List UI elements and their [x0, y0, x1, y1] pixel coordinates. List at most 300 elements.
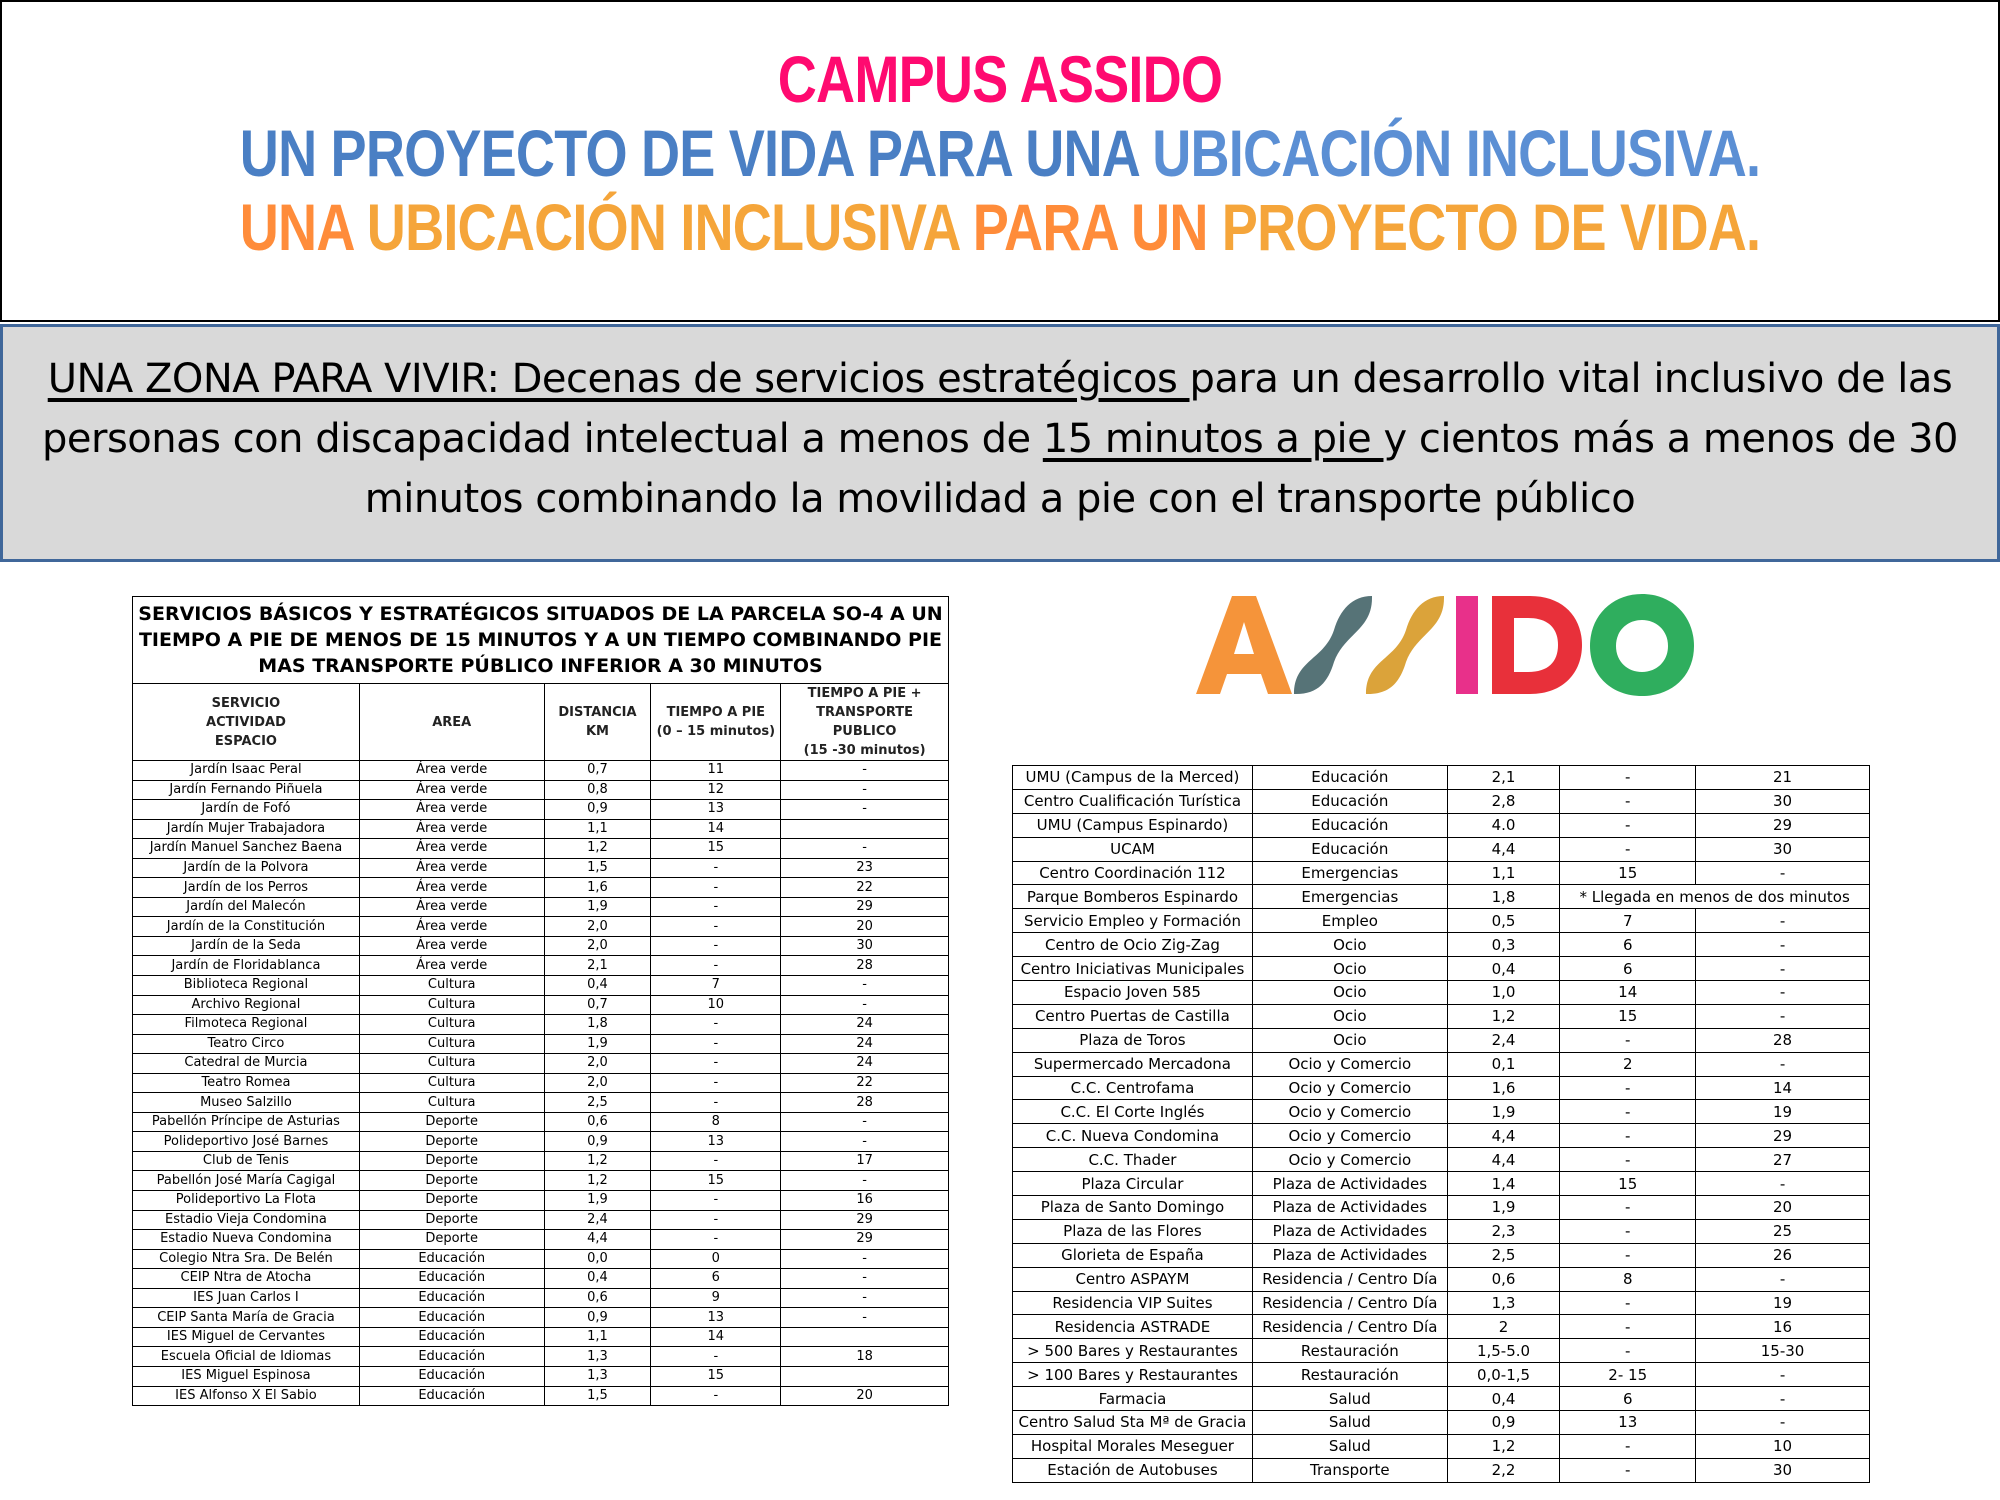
table-cell: Centro de Ocio Zig-Zag: [1013, 933, 1253, 957]
table-cell: -: [1696, 957, 1870, 981]
table-cell: 15: [1560, 861, 1696, 885]
subtitle-line-2: [182, 190, 1819, 264]
table-row: [133, 897, 949, 917]
table-cell: C.C. Centrofama: [1013, 1076, 1253, 1100]
table-cell: -: [1696, 981, 1870, 1005]
table-cell: Plaza de Toros: [1013, 1028, 1253, 1052]
table-row: [1013, 1100, 1870, 1124]
table-row: [133, 1191, 949, 1211]
table-cell: Jardín de la Constitución: [133, 917, 360, 937]
table-cell: Empleo: [1252, 909, 1447, 933]
table-cell: 0,6: [544, 1288, 651, 1308]
table-cell: 6: [1560, 1387, 1696, 1411]
table-cell: Hospital Morales Meseguer: [1013, 1434, 1253, 1458]
table-cell: 28: [1696, 1028, 1870, 1052]
table-cell: -: [1696, 1052, 1870, 1076]
table-cell: Escuela Oficial de Idiomas: [133, 1347, 360, 1367]
table-row: [133, 1366, 949, 1386]
table-cell: 1,1: [544, 1327, 651, 1347]
table-cell: Supermercado Mercadona: [1013, 1052, 1253, 1076]
table-cell: Plaza de Actividades: [1252, 1172, 1447, 1196]
table-cell: Educación: [1252, 837, 1447, 861]
table-cell: -: [651, 1034, 781, 1054]
table-cell: -: [651, 1015, 781, 1035]
table-cell: Ocio y Comercio: [1252, 1148, 1447, 1172]
table-cell: Glorieta de España: [1013, 1243, 1253, 1267]
table-row: [133, 878, 949, 898]
table-cell: 6: [1560, 957, 1696, 981]
table-cell: Residencia / Centro Día: [1252, 1291, 1447, 1315]
logo-letter-d: [1492, 596, 1582, 694]
table-cell: Deporte: [359, 1132, 544, 1152]
table-cell: Educación: [359, 1269, 544, 1289]
table-cell: IES Miguel de Cervantes: [133, 1327, 360, 1347]
table-cell: Residencia / Centro Día: [1252, 1315, 1447, 1339]
table-caption: SERVICIOS BÁSICOS Y ESTRATÉGICOS SITUADOS DE LA PARCELA SO-4 A UN TIEMPO A PIE DE MENOS DE 15 MINUTOS Y A UN TIEMPO COMBINANDO PIE MAS TRANSPORTE PÚBLICO INFERIOR A 30 MINUTOS: [133, 597, 949, 684]
table-cell: -: [781, 780, 949, 800]
statement-band: [0, 324, 2000, 562]
table-cell: Área verde: [359, 780, 544, 800]
table-row: [133, 1073, 949, 1093]
table-cell: Jardín del Malecón: [133, 897, 360, 917]
table-cell: Cultura: [359, 1015, 544, 1035]
table-cell: CEIP Santa María de Gracia: [133, 1308, 360, 1328]
logo-letter-a: [1196, 596, 1292, 694]
table-cell: 1,2: [1447, 1434, 1560, 1458]
table-cell: Deporte: [359, 1151, 544, 1171]
table-cell: -: [1560, 1291, 1696, 1315]
table-row: [1013, 1339, 1870, 1363]
table-cell: Ocio y Comercio: [1252, 1100, 1447, 1124]
table-cell: Cultura: [359, 1093, 544, 1113]
table-cell: -: [781, 800, 949, 820]
table-cell: Ocio: [1252, 1028, 1447, 1052]
table-cell: 14: [651, 1327, 781, 1347]
table-cell: Educación: [1252, 813, 1447, 837]
table-cell: Polideportivo La Flota: [133, 1191, 360, 1211]
table-cell: 9: [651, 1288, 781, 1308]
table-cell: 1,2: [544, 839, 651, 859]
header-area: AREA: [359, 684, 544, 761]
table-cell: -: [781, 761, 949, 781]
table-row: [133, 1151, 949, 1171]
table-cell: -: [1560, 837, 1696, 861]
table-cell: Área verde: [359, 800, 544, 820]
table-cell: 28: [781, 1093, 949, 1113]
table-cell: Área verde: [359, 936, 544, 956]
table-cell: 0,3: [1447, 933, 1560, 957]
logo-letter-o: [1590, 594, 1694, 696]
table-cell: UMU (Campus Espinardo): [1013, 813, 1253, 837]
table-cell: -: [1696, 909, 1870, 933]
table-cell: -: [651, 897, 781, 917]
table-cell: -: [651, 1191, 781, 1211]
table-cell: C.C. Nueva Condomina: [1013, 1124, 1253, 1148]
table-row: [1013, 1267, 1870, 1291]
table-cell: Cultura: [359, 1054, 544, 1074]
table-cell: -: [651, 1386, 781, 1406]
table-cell: Jardín de la Polvora: [133, 858, 360, 878]
table-cell: 0,8: [544, 780, 651, 800]
logo-letter-s2: [1366, 596, 1444, 694]
table-row: [133, 1269, 949, 1289]
table-cell: Centro Coordinación 112: [1013, 861, 1253, 885]
table-cell: Centro Cualificación Turística: [1013, 789, 1253, 813]
table-row: [133, 917, 949, 937]
table-row: [133, 780, 949, 800]
table-cell: Jardín de Floridablanca: [133, 956, 360, 976]
table-cell: [781, 819, 949, 839]
table-cell: -: [781, 1112, 949, 1132]
table-cell: -: [1560, 1219, 1696, 1243]
table-cell: IES Alfonso X El Sabio: [133, 1386, 360, 1406]
table-cell: Ocio: [1252, 981, 1447, 1005]
subtitle-1-part-2: UBICACIÓN INCLUSIVA.: [1152, 116, 1761, 190]
table-cell: Ocio: [1252, 933, 1447, 957]
table-cell: > 500 Bares y Restaurantes: [1013, 1339, 1253, 1363]
table-cell: -: [781, 1288, 949, 1308]
table-cell: Centro Puertas de Castilla: [1013, 1004, 1253, 1028]
table-cell: 15-30: [1696, 1339, 1870, 1363]
table-cell: 0,4: [1447, 1387, 1560, 1411]
table-cell: 24: [781, 1034, 949, 1054]
table-cell: 8: [651, 1112, 781, 1132]
table-row: [1013, 1458, 1870, 1482]
table-cell: 2- 15: [1560, 1363, 1696, 1387]
table-cell: 22: [781, 878, 949, 898]
table-row: [133, 1093, 949, 1113]
table-row: [133, 1386, 949, 1406]
table-cell: 0,6: [1447, 1267, 1560, 1291]
table-cell: -: [1560, 1339, 1696, 1363]
table-cell: 1,6: [1447, 1076, 1560, 1100]
table-cell: 1,9: [544, 1191, 651, 1211]
table-cell: 8: [1560, 1267, 1696, 1291]
table-cell: Centro Iniciativas Municipales: [1013, 957, 1253, 981]
table-cell: 30: [1696, 1458, 1870, 1482]
table-cell: -: [651, 1151, 781, 1171]
header-tiempo-pie: TIEMPO A PIE (0 – 15 minutos): [651, 684, 781, 761]
table-cell: 1,2: [1447, 1004, 1560, 1028]
table-row: [133, 858, 949, 878]
table-cell: -: [651, 936, 781, 956]
table-cell: Colegio Ntra Sra. De Belén: [133, 1249, 360, 1269]
table-cell: -: [781, 1132, 949, 1152]
statement-plain-2: y cientos más a menos de 30 minutos combinando la movilidad a pie con el transporte público: [364, 416, 1958, 522]
table-cell: 26: [1696, 1243, 1870, 1267]
table-cell: -: [1696, 1411, 1870, 1435]
table-cell: 1,8: [544, 1015, 651, 1035]
table-cell: 2,5: [544, 1093, 651, 1113]
table-cell: [781, 1327, 949, 1347]
table-cell: 15: [1560, 1172, 1696, 1196]
table-cell: 15: [651, 1366, 781, 1386]
table-cell: Cultura: [359, 1073, 544, 1093]
table-cell: Ocio: [1252, 957, 1447, 981]
title-box: [0, 0, 2000, 322]
table-row: [133, 1230, 949, 1250]
table-cell: Restauración: [1252, 1339, 1447, 1363]
table-cell: Área verde: [359, 819, 544, 839]
table-cell: -: [1560, 1028, 1696, 1052]
table-cell: Cultura: [359, 1034, 544, 1054]
table-cell: Centro Salud Sta Mª de Gracia: [1013, 1411, 1253, 1435]
table-row: [133, 995, 949, 1015]
table-row: [1013, 1387, 1870, 1411]
table-cell: -: [1560, 766, 1696, 790]
table-row: [133, 1288, 949, 1308]
subtitle-2-part-1: UNA: [239, 190, 367, 264]
table-cell: Estación de Autobuses: [1013, 1458, 1253, 1482]
table-cell: 2,1: [1447, 766, 1560, 790]
table-cell: Biblioteca Regional: [133, 976, 360, 996]
table-cell: Jardín de la Seda: [133, 936, 360, 956]
table-row: [133, 1054, 949, 1074]
table-cell: -: [1560, 1124, 1696, 1148]
table-row: [1013, 766, 1870, 790]
table-row: [1013, 1243, 1870, 1267]
table-cell: -: [1560, 1100, 1696, 1124]
table-cell: Parque Bomberos Espinardo: [1013, 885, 1253, 909]
table-cell: 1,5-5.0: [1447, 1339, 1560, 1363]
table-cell: -: [781, 1171, 949, 1191]
table-cell: Educación: [359, 1386, 544, 1406]
table-cell: 29: [781, 897, 949, 917]
table-row: [1013, 1124, 1870, 1148]
table-row: [1013, 813, 1870, 837]
table-row: [133, 839, 949, 859]
table-cell: Polideportivo José Barnes: [133, 1132, 360, 1152]
table-cell: 25: [1696, 1219, 1870, 1243]
table-cell: C.C. El Corte Inglés: [1013, 1100, 1253, 1124]
table-row: [133, 800, 949, 820]
table-cell: -: [1560, 813, 1696, 837]
table-cell: Pabellón Príncipe de Asturias: [133, 1112, 360, 1132]
table-row: [133, 1171, 949, 1191]
table-cell: Ocio y Comercio: [1252, 1052, 1447, 1076]
table-cell: -: [781, 995, 949, 1015]
table-cell: 1,5: [544, 858, 651, 878]
table-cell: IES Miguel Espinosa: [133, 1366, 360, 1386]
table-cell: 1,2: [544, 1171, 651, 1191]
table-cell: Estadio Vieja Condomina: [133, 1210, 360, 1230]
table-row: [133, 761, 949, 781]
table-cell: 13: [651, 800, 781, 820]
table-cell: -: [651, 917, 781, 937]
table-cell: Área verde: [359, 897, 544, 917]
table-row: [1013, 1076, 1870, 1100]
table-cell: -: [651, 956, 781, 976]
table-cell: 24: [781, 1054, 949, 1074]
table-cell: 4,4: [1447, 837, 1560, 861]
table-row: [1013, 1315, 1870, 1339]
table-cell: Área verde: [359, 858, 544, 878]
table-cell: -: [651, 1093, 781, 1113]
table-cell: Educación: [1252, 766, 1447, 790]
table-cell: 1,9: [1447, 1100, 1560, 1124]
table-cell: 1,3: [544, 1347, 651, 1367]
table-cell: 2,0: [544, 1054, 651, 1074]
table-cell: Residencia VIP Suites: [1013, 1291, 1253, 1315]
table-cell: 30: [1696, 837, 1870, 861]
table-cell: -: [781, 976, 949, 996]
table-cell: Estadio Nueva Condomina: [133, 1230, 360, 1250]
table-row: [133, 1327, 949, 1347]
table-row: [1013, 1411, 1870, 1435]
table-cell: Cultura: [359, 995, 544, 1015]
table-cell: 21: [1696, 766, 1870, 790]
table-cell: 6: [651, 1269, 781, 1289]
table-cell: -: [1560, 789, 1696, 813]
table-row: [1013, 933, 1870, 957]
services-table-right: [1012, 765, 1870, 1483]
table-cell: 2,1: [544, 956, 651, 976]
table-cell: Residencia / Centro Día: [1252, 1267, 1447, 1291]
table-cell: UCAM: [1013, 837, 1253, 861]
table-row: [1013, 1052, 1870, 1076]
table-row: [1013, 957, 1870, 981]
table-cell: Área verde: [359, 761, 544, 781]
table-row: [1013, 837, 1870, 861]
table-cell: 1,1: [1447, 861, 1560, 885]
table-cell: Educación: [1252, 789, 1447, 813]
table-cell: Jardín Isaac Peral: [133, 761, 360, 781]
subtitle-2-part-4: PROYECTO DE VIDA.: [1221, 190, 1761, 264]
table-cell: 2,4: [544, 1210, 651, 1230]
table-cell: Jardín Fernando Piñuela: [133, 780, 360, 800]
table-row: [1013, 1028, 1870, 1052]
table-row: [1013, 1196, 1870, 1220]
table-row: [1013, 1148, 1870, 1172]
table-row: [1013, 1172, 1870, 1196]
table-cell: 2,2: [1447, 1458, 1560, 1482]
table-row: [133, 1132, 949, 1152]
table-cell: 0,9: [544, 1308, 651, 1328]
table-cell: -: [651, 1347, 781, 1367]
table-row: [1013, 1363, 1870, 1387]
table-cell: 10: [1696, 1434, 1870, 1458]
table-cell: Plaza de Santo Domingo: [1013, 1196, 1253, 1220]
services-table-left: [132, 596, 949, 1406]
table-cell: 2: [1560, 1052, 1696, 1076]
table-cell: 19: [1696, 1100, 1870, 1124]
table-cell: 2,3: [1447, 1219, 1560, 1243]
table-row: [133, 1034, 949, 1054]
table-cell: Salud: [1252, 1411, 1447, 1435]
table-cell: 15: [1560, 1004, 1696, 1028]
table-cell: 1,5: [544, 1386, 651, 1406]
table-row: [133, 1308, 949, 1328]
table-cell: 0,5: [1447, 909, 1560, 933]
table-cell: 29: [781, 1210, 949, 1230]
table-cell: 13: [651, 1308, 781, 1328]
table-cell: 0,9: [544, 1132, 651, 1152]
table-cell: 1,3: [1447, 1291, 1560, 1315]
logo-letter-i: [1456, 596, 1478, 694]
subtitle-line-1: [182, 116, 1819, 190]
table-cell: -: [1696, 1267, 1870, 1291]
table-cell: 0,9: [544, 800, 651, 820]
table-cell: 2,4: [1447, 1028, 1560, 1052]
table-row: [133, 1112, 949, 1132]
table-row: [133, 1249, 949, 1269]
table-cell: 11: [651, 761, 781, 781]
table-cell: 24: [781, 1015, 949, 1035]
table-cell: 4,4: [1447, 1124, 1560, 1148]
table-cell: Centro ASPAYM: [1013, 1267, 1253, 1291]
table-cell: -: [781, 1308, 949, 1328]
table-cell: 0,7: [544, 995, 651, 1015]
table-cell: 0,4: [1447, 957, 1560, 981]
table-cell: Jardín Mujer Trabajadora: [133, 819, 360, 839]
table-cell: Plaza de Actividades: [1252, 1196, 1447, 1220]
table-cell: 20: [1696, 1196, 1870, 1220]
table-cell: 0,4: [544, 1269, 651, 1289]
table-cell: Cultura: [359, 976, 544, 996]
table-cell: Transporte: [1252, 1458, 1447, 1482]
table-cell: 0,0-1,5: [1447, 1363, 1560, 1387]
table-cell: Salud: [1252, 1387, 1447, 1411]
table-cell: -: [781, 1269, 949, 1289]
statement-underlined-1: UNA ZONA PARA VIVIR: Decenas de servicios estratégicos: [47, 356, 1190, 402]
table-cell: Espacio Joven 585: [1013, 981, 1253, 1005]
table-cell: Salud: [1252, 1434, 1447, 1458]
statement-text: [33, 349, 1967, 529]
table-cell: Deporte: [359, 1191, 544, 1211]
table-cell: Ocio: [1252, 1004, 1447, 1028]
table-cell: Emergencias: [1252, 885, 1447, 909]
table-row: [1013, 909, 1870, 933]
table-cell: Deporte: [359, 1112, 544, 1132]
table-cell: UMU (Campus de la Merced): [1013, 766, 1253, 790]
table-cell: -: [651, 1054, 781, 1074]
table-cell: 27: [1696, 1148, 1870, 1172]
table-cell: 4.0: [1447, 813, 1560, 837]
table-cell: 0: [651, 1249, 781, 1269]
table-cell: 15: [651, 1171, 781, 1191]
table-cell: 7: [651, 976, 781, 996]
statement-underlined-2: 15 minutos a pie: [1042, 416, 1384, 462]
table-cell: Farmacia: [1013, 1387, 1253, 1411]
table-cell: 1,3: [544, 1366, 651, 1386]
table-cell: C.C. Thader: [1013, 1148, 1253, 1172]
table-cell: Deporte: [359, 1210, 544, 1230]
table-row: [1013, 789, 1870, 813]
table-cell: -: [1560, 1196, 1696, 1220]
table-cell: 15: [651, 839, 781, 859]
table-cell: 1,0: [1447, 981, 1560, 1005]
table-cell: 1,9: [544, 1034, 651, 1054]
table-cell: -: [651, 1230, 781, 1250]
table-row: [133, 1210, 949, 1230]
table-cell: Educación: [359, 1366, 544, 1386]
table-cell: 1,8: [1447, 885, 1560, 909]
table-row: [1013, 1219, 1870, 1243]
table-cell: 1,1: [544, 819, 651, 839]
table-cell: Educación: [359, 1308, 544, 1328]
table-cell: 20: [781, 1386, 949, 1406]
table-row: [1013, 1434, 1870, 1458]
logo-letter-s1: [1294, 596, 1372, 694]
table-cell: 4,4: [544, 1230, 651, 1250]
table-cell: 1,2: [544, 1151, 651, 1171]
table-cell: 14: [651, 819, 781, 839]
table-cell: -: [781, 839, 949, 859]
table-cell: Teatro Circo: [133, 1034, 360, 1054]
table-cell: 2: [1447, 1315, 1560, 1339]
table-cell: 22: [781, 1073, 949, 1093]
table-cell: Ocio y Comercio: [1252, 1076, 1447, 1100]
